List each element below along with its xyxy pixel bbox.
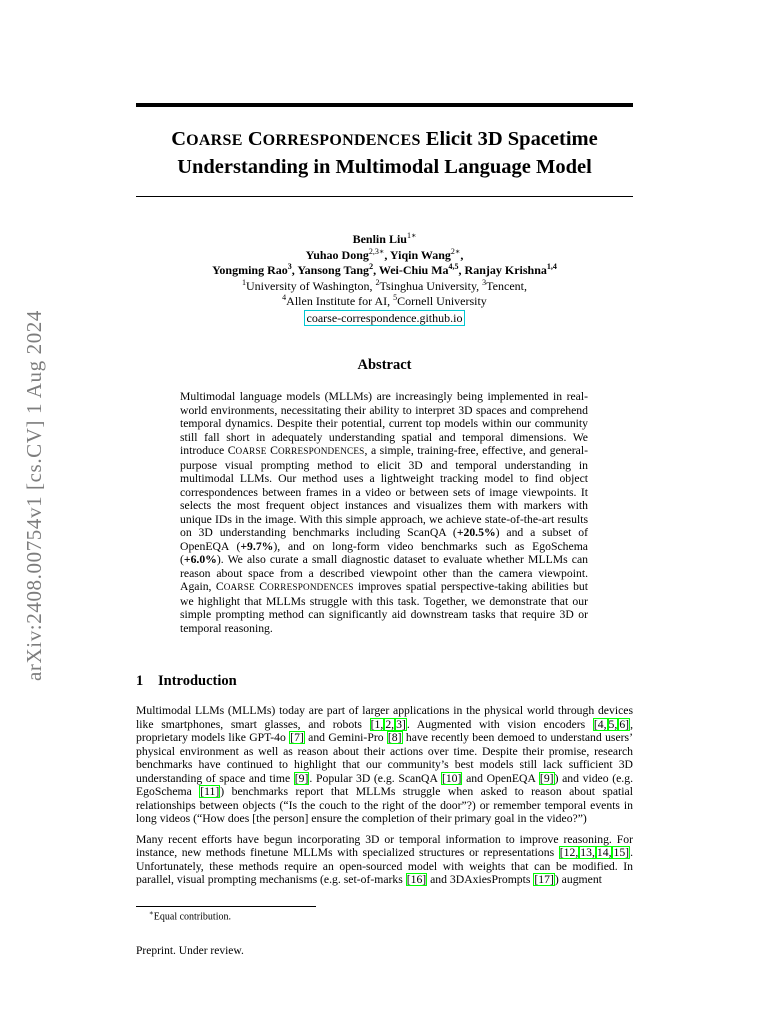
introduction-body	[136, 704, 633, 894]
citation-link[interactable]: 14,	[596, 846, 612, 859]
section-heading-introduction: 1 Introduction	[136, 673, 237, 689]
project-link[interactable]: coarse-correspondence.github.io	[304, 310, 466, 326]
citation-link[interactable]: [10]	[441, 771, 462, 785]
abstract-heading: Abstract	[357, 357, 412, 373]
citation-link[interactable]: 15]	[613, 846, 630, 859]
author-block: Benlin Liu$^{1∗}$ Yuhao Dong$^{2,3∗}$, Yiqin Wang$^{2∗}$, Yongming Rao$^3$, Yansong Tang$^2$, Wei-Chiu Ma$^{4,5}$, Ranjay Krishna$^{1,4}$ $^1$University of Washington, $^2$Tsinghua University, $^3$Tencent, $^4$Allen Institute for AI, $^5$Cornell University coarse-correspondence.github.io	[212, 231, 557, 325]
affiliations-line-2: $^4$Allen Institute for AI, $^5$Cornell University	[282, 293, 487, 308]
citation-link[interactable]: [4,	[593, 717, 607, 731]
paper-title: COARSE CORRESPONDENCES Elicit 3D Spacetime Understanding in Multimodal Language Model	[171, 128, 598, 178]
citation-link[interactable]: 2,	[385, 717, 395, 731]
citation-link[interactable]: [8]	[387, 731, 402, 744]
citation-link[interactable]: 3]	[396, 717, 406, 731]
citation-link[interactable]: [1,	[370, 717, 384, 731]
title-top-rule	[136, 103, 633, 107]
citation-link[interactable]: 5,	[608, 717, 618, 731]
citation-link[interactable]: [9]	[294, 771, 309, 785]
arxiv-sidebar	[14, 270, 54, 720]
arxiv-id: arXiv:2408.00754v1 [cs.CV] 1 Aug 2024	[21, 309, 46, 681]
citation-link[interactable]: 6]	[619, 717, 630, 731]
preprint-note: Preprint. Under review.	[136, 945, 244, 957]
intro-paragraph-2: Many recent efforts have begun incorporating 3D or temporal information to improve reasoning. For instance, new methods finetune MLLMs with specialized structures or representations [12, 13, 14, 15]. Unfortunately, these methods require an open-sourced model with weights that can be modified. In parallel, visual prompting mechanisms (e.g. set-of-marks [16] and 3DAxiesPrompts [17]) augment	[136, 832, 633, 886]
citation-link[interactable]: [11]	[200, 785, 220, 798]
citation-link[interactable]: [12,	[559, 846, 579, 859]
abstract-body: Multimodal language models (MLLMs) are increasingly being implemented in real-world environments, necessitating their ability to interpret 3D spaces and comprehend temporal dynamics. Despite their potential, current top models within our community still fall short in adequately understanding spatial and temporal dimensions. We introduce COARSE CORRESPONDENCES, a simple, training-free, effective, and general-purpose visual prompting method to elicit 3D and temporal understanding in multimodal LLMs. Our method uses a lightweight tracking model to find object correspondences between frames in a video or between sets of image viewpoints. It selects the most frequent object instances and visualizes them with markers with unique IDs in the image. With this simple approach, we achieve state-of-the-art results on 3D understanding benchmarks including ScanQA (+20.5%) and a subset of OpenEQA (+9.7%), and on long-form video benchmarks such as EgoSchema (+6.0%). We also curate a small diagnostic dataset to evaluate whether MLLMs can reason about space from a described viewpoint other than the camera viewpoint. Again, COARSE CORRESPONDENCES improves spatial perspective-taking abilities but we highlight that MLLMs struggle with this task. Together, we demonstrate that our simple prompting method can significantly aid downstream tasks that require 3D or temporal reasoning.	[180, 390, 589, 635]
title-bottom-rule	[136, 196, 633, 197]
intro-paragraph-1: Multimodal LLMs (MLLMs) today are part of larger applications in the physical world through devices like smartphones, smart glasses, and robots [1, 2, 3]. Augmented with vision encoders [4, 5, 6], proprietary models like GPT-4o [7] and Gemini-Pro [8] have recently been demoed to understand users’ physical environment as well as reason about their actions over time. Despite their promise, research benchmarks have continued to highlight that our community’s best models still lack sufficient 3D understanding of space and time [9]. Popular 3D (e.g. ScanQA [10] and OpenEQA [9]) and video (e.g. EgoSchema [11]) benchmarks report that MLLMs struggle when asked to reason about spatial relationships between objects (“Is the couch to the right of the door”?) or remember temporal events in long videos (“How does [the person] ensure the completion of their primary goal in the video?”)	[136, 704, 633, 825]
citation-link[interactable]: 13,	[580, 846, 595, 859]
citation-link[interactable]: [17]	[534, 873, 554, 886]
footnote: ∗Equal contribution.	[149, 909, 231, 923]
affiliations-line-1: $^1$University of Washington, $^2$Tsinghua University, $^3$Tencent,	[242, 277, 527, 293]
citation-link[interactable]: [9]	[539, 771, 554, 785]
citation-link[interactable]: [7]	[290, 731, 304, 744]
citation-link[interactable]: [16]	[406, 873, 427, 886]
